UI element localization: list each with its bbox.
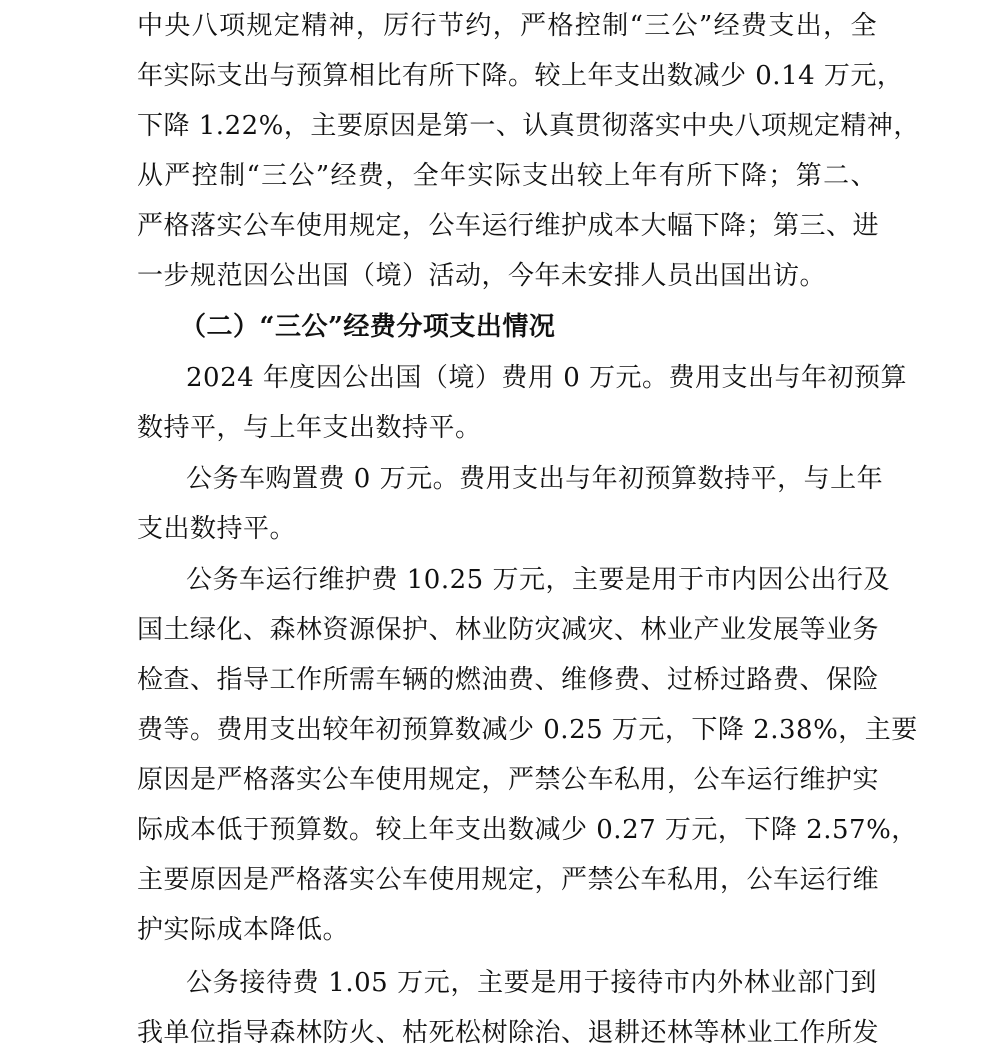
paragraph-line: 支出数持平。 <box>137 514 297 544</box>
paragraph-line: 中央八项规定精神，厉行节约，严格控制“三公”经费支出，全 <box>137 11 877 41</box>
paragraph-line: 检查、指导工作所需车辆的燃油费、维修费、过桥过路费、保险 <box>137 665 880 695</box>
paragraph-line: 2024 年度因公出国（境）费用 0 万元。费用支出与年初预算 <box>186 363 908 393</box>
paragraph-line: 际成本低于预算数。较上年支出数减少 0.27 万元，下降 2.57%， <box>137 815 918 845</box>
paragraph-line: 护实际成本降低。 <box>137 915 350 945</box>
paragraph-line: 数持平，与上年支出数持平。 <box>137 413 482 443</box>
paragraph-line: 原因是严格落实公车使用规定，严禁公车私用，公车运行维护实 <box>137 765 880 795</box>
paragraph-line: 下降 1.22%，主要原因是第一、认真贯彻落实中央八项规定精神， <box>137 111 920 141</box>
paragraph-line: 一步规范因公出国（境）活动，今年未安排人员出国出访。 <box>137 261 827 291</box>
paragraph-line: 公务车购置费 0 万元。费用支出与年初预算数持平，与上年 <box>186 464 884 494</box>
paragraph-line: 费等。费用支出较年初预算数减少 0.25 万元，下降 2.38%，主要 <box>137 715 918 745</box>
paragraph-line: 严格落实公车使用规定，公车运行维护成本大幅下降；第三、进 <box>137 211 880 241</box>
paragraph-line: 我单位指导森林防火、枯死松树除治、退耕还林等林业工作所发 <box>137 1018 880 1048</box>
paragraph-line: 主要原因是严格落实公车使用规定，严禁公车私用，公车运行维 <box>137 865 880 895</box>
paragraph-line: 公务接待费 1.05 万元，主要是用于接待市内外林业部门到 <box>186 968 877 998</box>
paragraph-line: 从严控制“三公”经费，全年实际支出较上年有所下降；第二、 <box>137 161 877 191</box>
paragraph-line: 公务车运行维护费 10.25 万元，主要是用于市内因公出行及 <box>186 565 890 595</box>
paragraph-line: 国土绿化、森林资源保护、林业防灾减灾、林业产业发展等业务 <box>137 615 880 645</box>
paragraph-line: 年实际支出与预算相比有所下降。较上年支出数减少 0.14 万元， <box>137 61 904 91</box>
section-heading: （二）“三公”经费分项支出情况 <box>180 312 556 342</box>
